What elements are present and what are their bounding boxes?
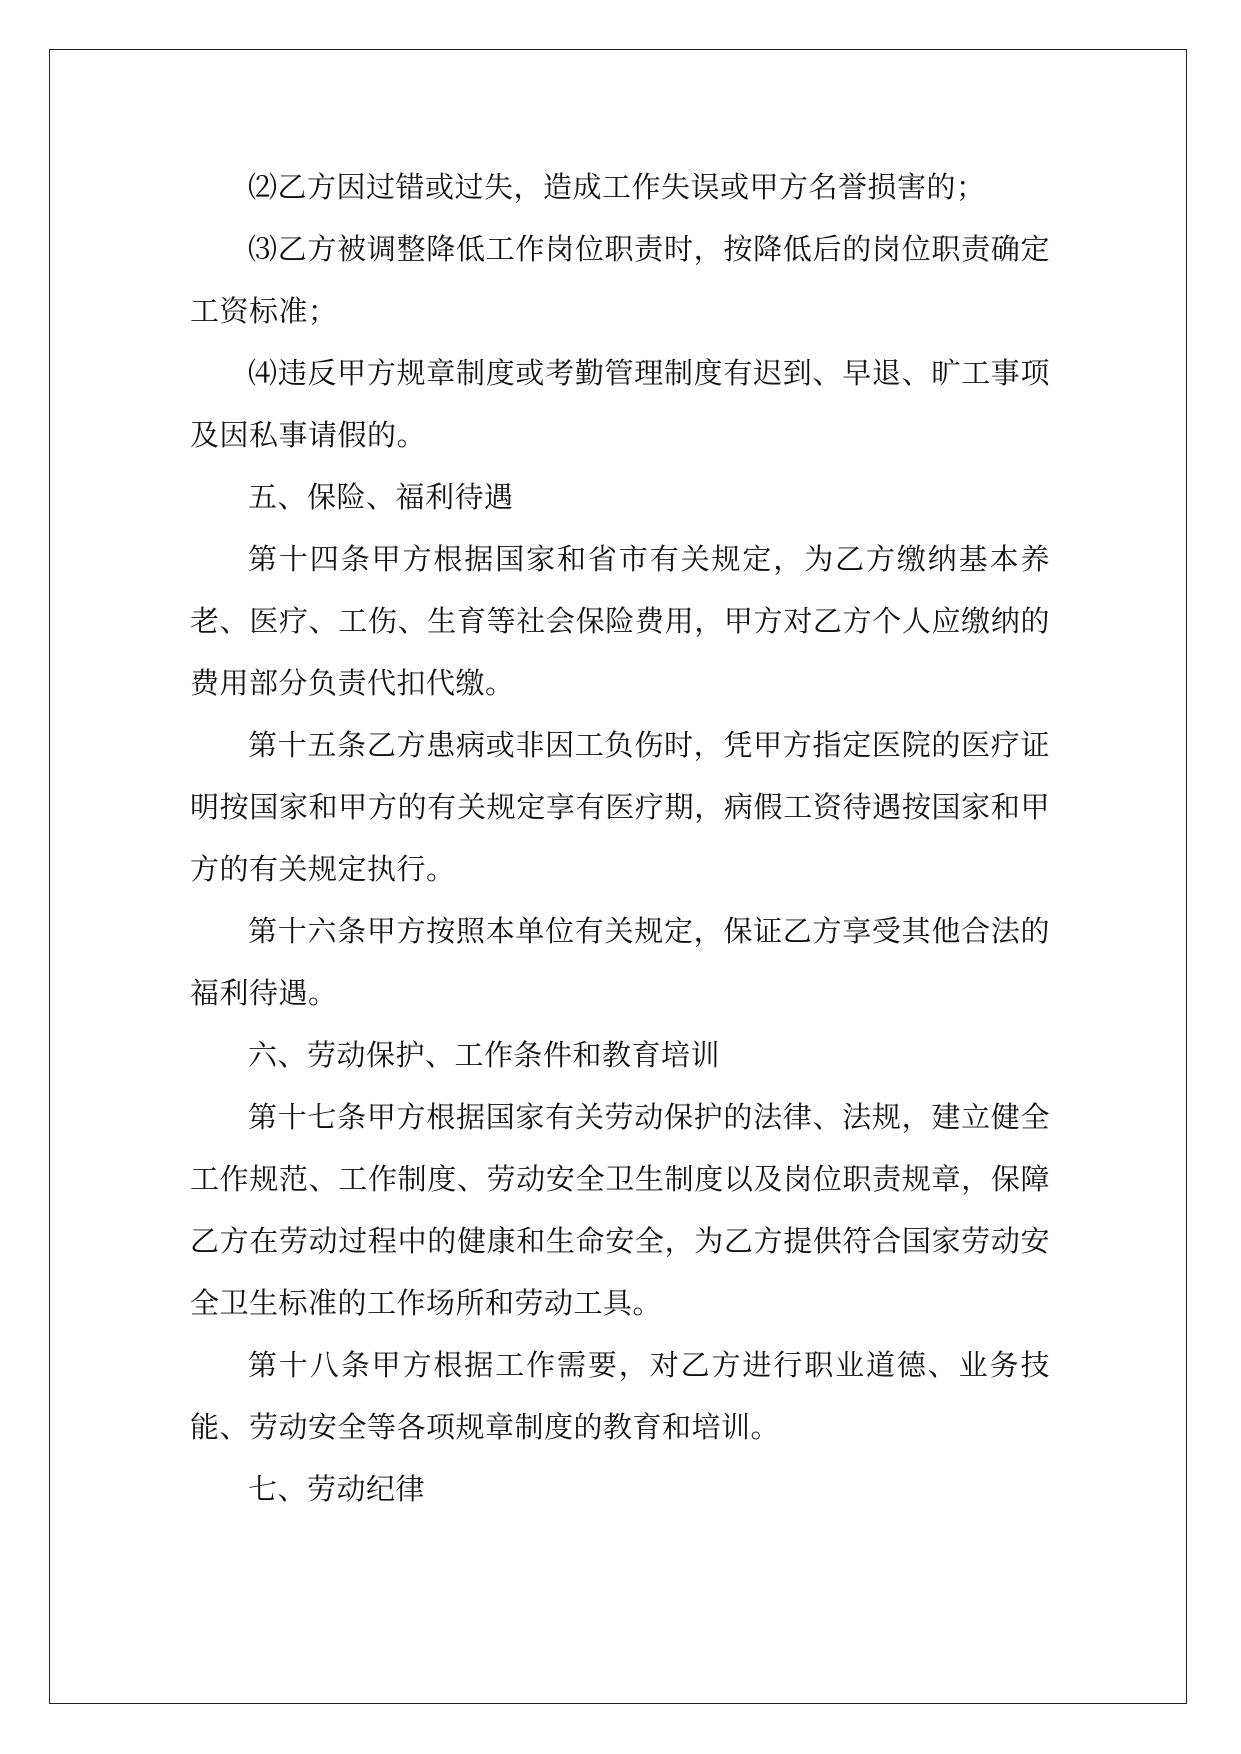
paragraph-item-3: ⑶乙方被调整降低工作岗位职责时，按降低后的岗位职责确定工资标准； bbox=[190, 232, 1050, 328]
paragraph-item-2: ⑵乙方因过错或过失，造成工作失误或甲方名誉损害的； bbox=[248, 170, 986, 204]
section-heading-insurance-welfare: 五、保险、福利待遇 bbox=[248, 480, 514, 514]
section-heading-labor-protection: 六、劳动保护、工作条件和教育培训 bbox=[248, 1038, 721, 1072]
section-heading-labor-discipline: 七、劳动纪律 bbox=[248, 1472, 426, 1506]
article-14: 第十四条甲方根据国家和省市有关规定，为乙方缴纳基本养老、医疗、工伤、生育等社会保险费用，甲方对乙方个人应缴纳的费用部分负责代扣代缴。 bbox=[190, 542, 1050, 700]
article-16: 第十六条甲方按照本单位有关规定，保证乙方享受其他合法的福利待遇。 bbox=[190, 914, 1050, 1010]
paragraph-item-4: ⑷违反甲方规章制度或考勤管理制度有迟到、早退、旷工事项及因私事请假的。 bbox=[190, 356, 1050, 452]
document-body bbox=[190, 156, 1050, 1520]
article-18: 第十八条甲方根据工作需要，对乙方进行职业道德、业务技能、劳动安全等各项规章制度的教育和培训。 bbox=[190, 1348, 1050, 1444]
article-17: 第十七条甲方根据国家有关劳动保护的法律、法规，建立健全工作规范、工作制度、劳动安全卫生制度以及岗位职责规章，保障乙方在劳动过程中的健康和生命安全，为乙方提供符合国家劳动安全卫生标准的工作场所和劳动工具。 bbox=[190, 1100, 1050, 1320]
article-15: 第十五条乙方患病或非因工负伤时，凭甲方指定医院的医疗证明按国家和甲方的有关规定享有医疗期，病假工资待遇按国家和甲方的有关规定执行。 bbox=[190, 728, 1050, 886]
